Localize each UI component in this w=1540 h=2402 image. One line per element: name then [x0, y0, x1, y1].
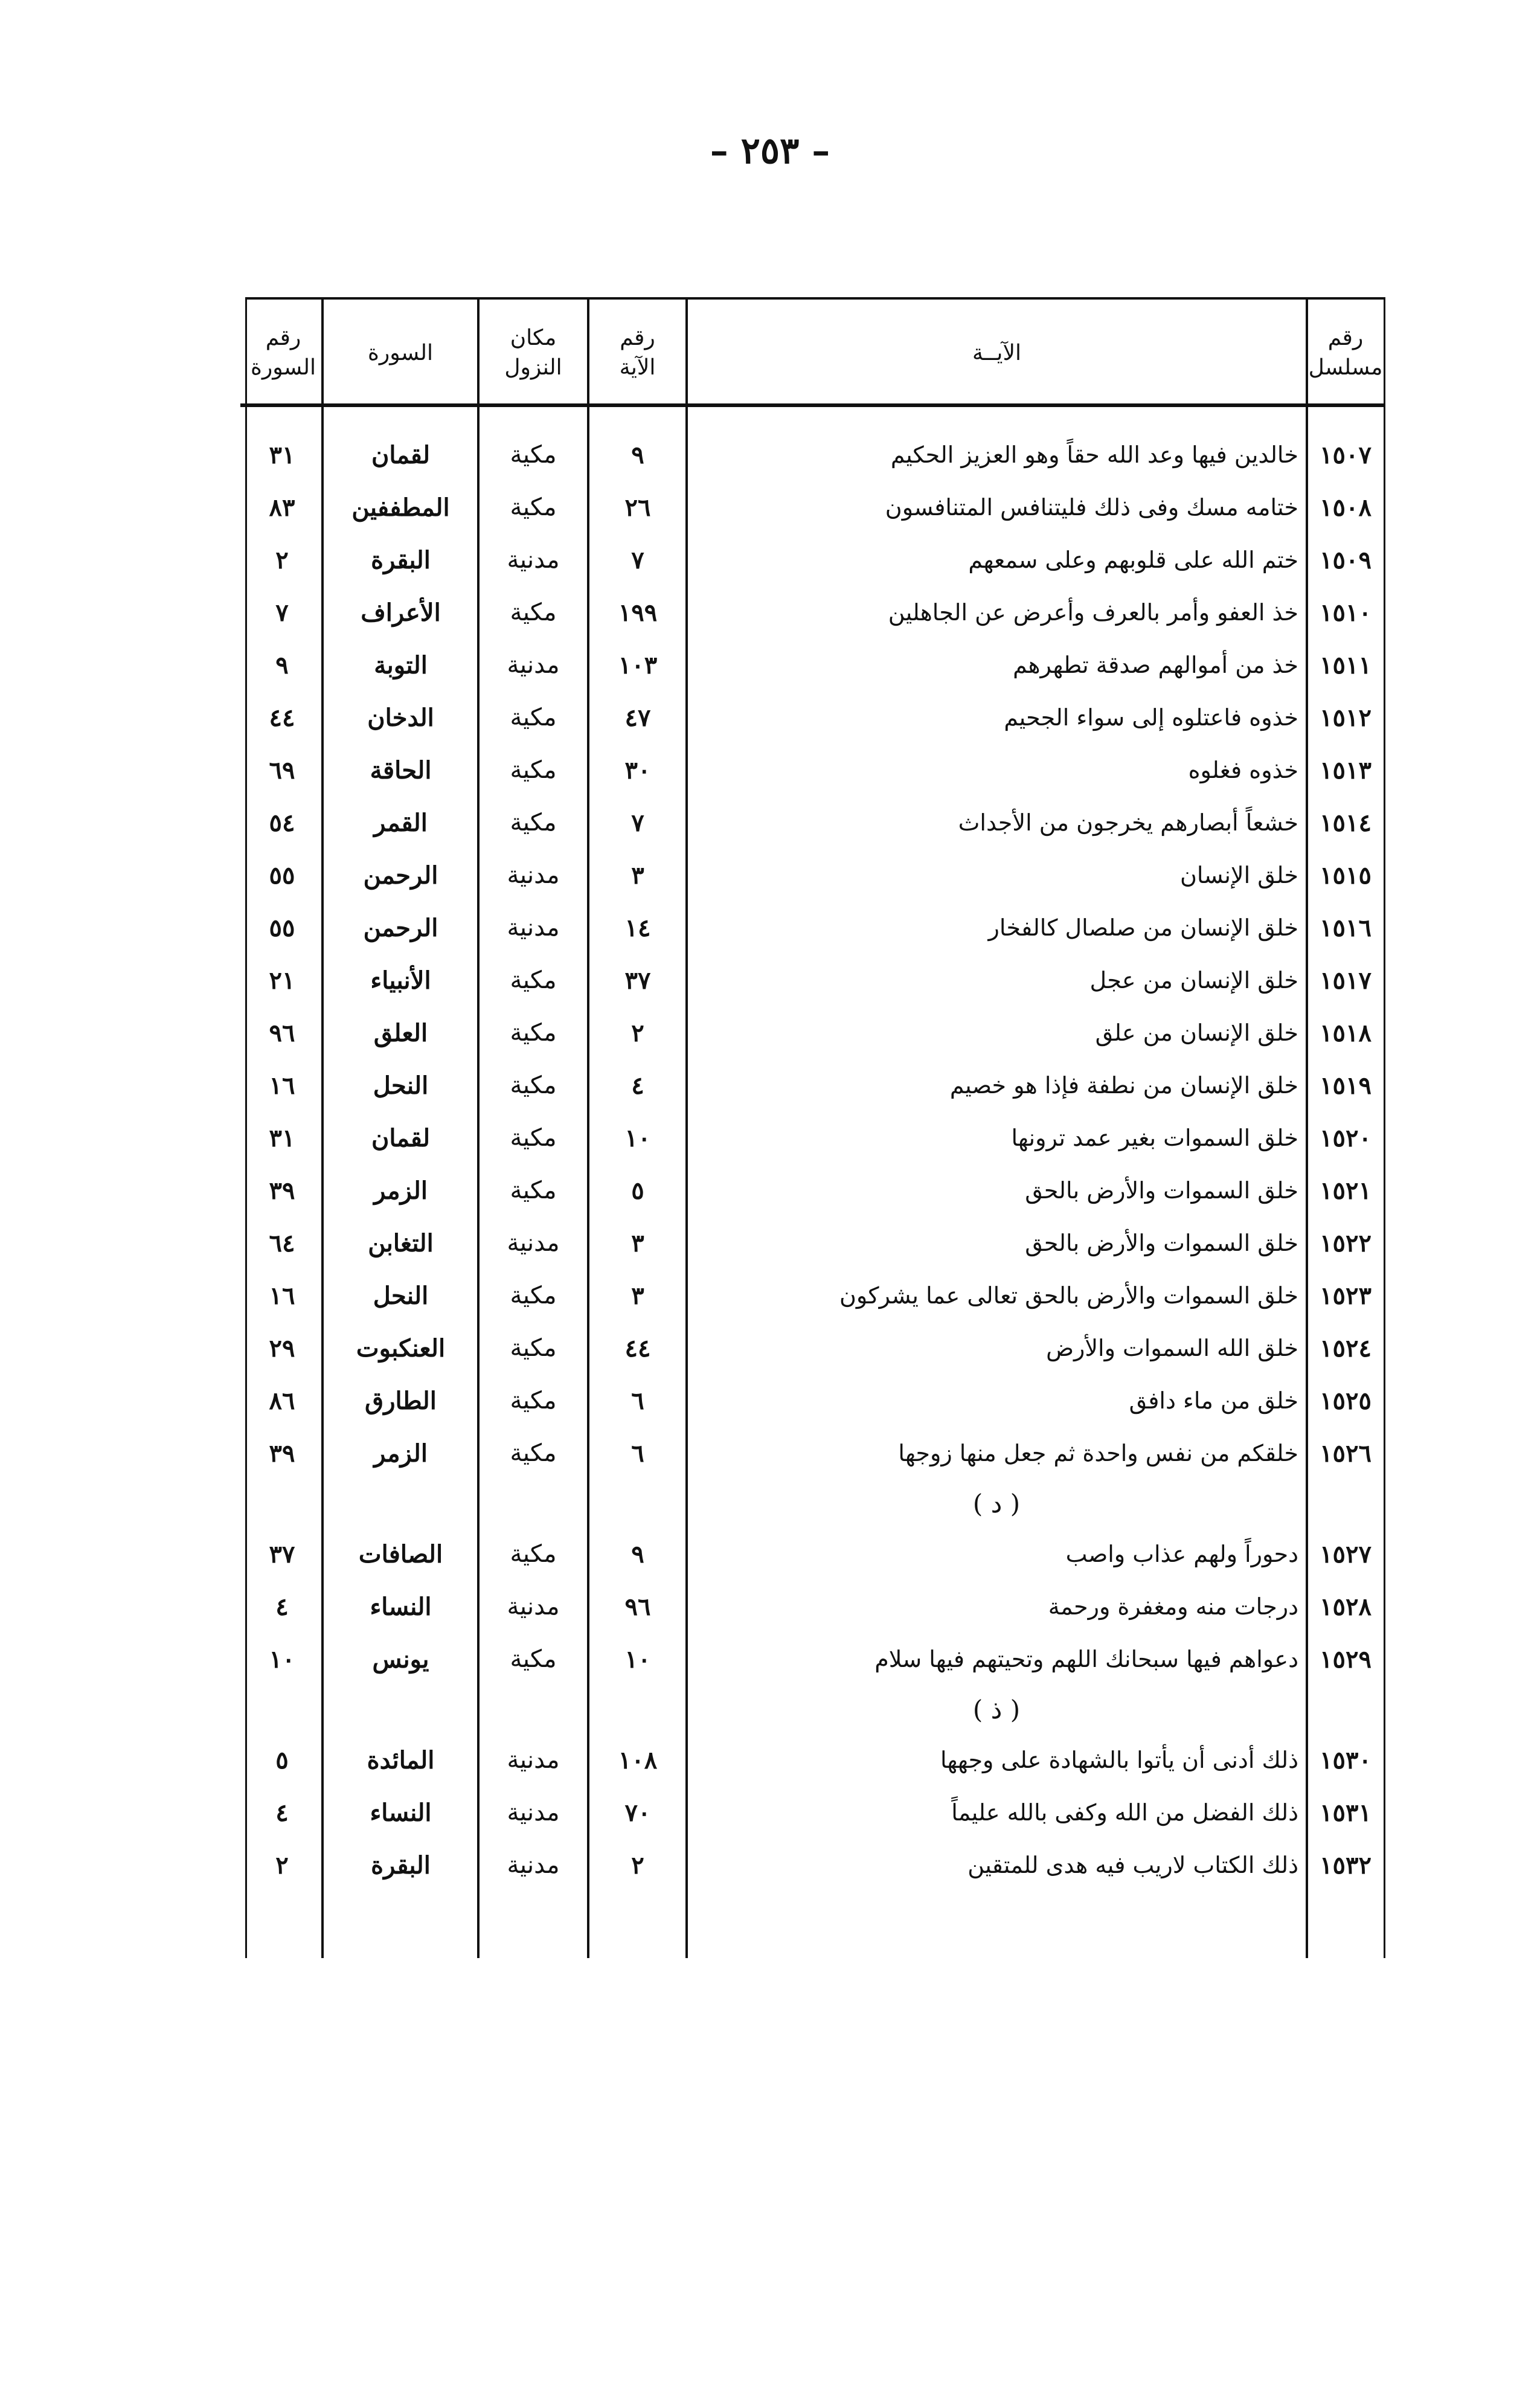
- revelation-place: مكية: [510, 1124, 557, 1152]
- table-row: [240, 1528, 1385, 1581]
- verse-text: ذلك الفضل من الله وكفى بالله عليماً: [951, 1799, 1298, 1826]
- surah-name: البقرة: [371, 546, 431, 574]
- table-row: [240, 849, 1385, 902]
- ayah-number: ٧: [631, 546, 644, 574]
- section-heading-dhal: [240, 1686, 1385, 1734]
- ayah-number: ٢: [631, 1019, 644, 1047]
- verse-text: خذ العفو وأمر بالعرف وأعرض عن الجاهلين: [888, 599, 1298, 626]
- table-row: [240, 639, 1385, 692]
- ayah-number: ٤: [631, 1071, 644, 1100]
- ayah-number: ٧٠: [624, 1799, 651, 1827]
- surah-number: ٣٩: [269, 1439, 295, 1468]
- section-label-dal: ( د ): [972, 1489, 1021, 1518]
- surah-name: الصافات: [358, 1540, 443, 1569]
- section-label-dhal: ( ذ ): [972, 1695, 1021, 1724]
- table-header-rule: [240, 403, 1385, 407]
- surah-name: التغابن: [368, 1229, 434, 1257]
- ayah-number: ١٤: [624, 914, 651, 942]
- surah-name: الأنبياء: [370, 966, 431, 995]
- serial-number: ١٥٢٦: [1320, 1439, 1372, 1468]
- header-surahno-line1: رقم: [265, 326, 301, 351]
- serial-number: ١٥١٩: [1320, 1071, 1372, 1100]
- ayah-number: ٩٦: [624, 1593, 651, 1621]
- surah-number: ٣١: [269, 1124, 295, 1152]
- surah-number: ٢١: [269, 966, 295, 995]
- ayah-number: ٧: [631, 809, 644, 837]
- serial-number: ١٥٢٩: [1320, 1645, 1372, 1674]
- serial-number: ١٥٢٣: [1320, 1282, 1372, 1310]
- verse-text: خذوه فاعتلوه إلى سواء الجحيم: [1004, 704, 1298, 731]
- verse-text: خلق السموات والأرض بالحق: [1025, 1230, 1298, 1256]
- revelation-place: مدنية: [507, 861, 560, 889]
- surah-name: النحل: [373, 1071, 429, 1100]
- table-row: [240, 586, 1385, 639]
- surah-number: ٤: [275, 1593, 289, 1621]
- header-ayah-number: [589, 308, 685, 399]
- ayah-number: ٩: [631, 1540, 644, 1569]
- ayah-number: ٤٤: [624, 1334, 651, 1363]
- header-ayah-line2: الآية: [619, 355, 656, 380]
- table-row: [240, 1375, 1385, 1427]
- verse-text: خلق الله السموات والأرض: [1046, 1335, 1298, 1361]
- serial-number: ١٥١٧: [1320, 966, 1372, 995]
- surah-number: ٥: [275, 1746, 289, 1774]
- row-group-kha: [240, 429, 1385, 1480]
- row-group-dal: [240, 1528, 1385, 1686]
- serial-number: ١٥٢١: [1320, 1177, 1372, 1205]
- surah-name: الرحمن: [363, 914, 438, 942]
- serial-number: ١٥٢٤: [1320, 1334, 1372, 1363]
- serial-number: ١٥٢٨: [1320, 1593, 1372, 1621]
- revelation-place: مدنية: [507, 914, 560, 942]
- revelation-place: مكية: [510, 1645, 557, 1673]
- verse-text: ذلك أدنى أن يأتوا بالشهادة على وجهها: [940, 1747, 1298, 1773]
- surah-name: لقمان: [371, 1124, 431, 1152]
- surah-number: ١٦: [269, 1282, 295, 1310]
- table-row: [240, 534, 1385, 586]
- verse-text: ذلك الكتاب لاريب فيه هدى للمتقين: [967, 1852, 1298, 1878]
- verse-text: درجات منه ومغفرة ورحمة: [1048, 1593, 1298, 1620]
- serial-number: ١٥٣٠: [1320, 1746, 1372, 1774]
- verse-text: خلق الإنسان من صلصال كالفخار: [988, 914, 1298, 941]
- header-surah-number: [245, 308, 321, 399]
- surah-name: الطارق: [365, 1387, 437, 1415]
- table-row: [240, 1007, 1385, 1059]
- verse-text: خلق السموات بغير عمد ترونها: [1011, 1125, 1298, 1151]
- surah-number: ٥٥: [269, 914, 295, 942]
- table-row: [240, 429, 1385, 481]
- header-ayah-line1: رقم: [620, 326, 655, 351]
- revelation-place: مكية: [510, 1334, 557, 1362]
- revelation-place: مكية: [510, 599, 557, 626]
- ayah-number: ٣: [631, 1229, 644, 1257]
- ayah-number: ١٠: [624, 1124, 651, 1152]
- ayah-number: ٤٧: [624, 704, 651, 732]
- revelation-place: مكية: [510, 1282, 557, 1309]
- table-row: [240, 1059, 1385, 1112]
- surah-number: ٩٦: [269, 1019, 295, 1047]
- ayah-number: ١٩٩: [618, 599, 658, 627]
- verse-text: خلق السموات والأرض بالحق: [1025, 1177, 1298, 1204]
- verse-text: خلق الإنسان من نطفة فإذا هو خصيم: [949, 1072, 1298, 1099]
- table-row: [240, 1217, 1385, 1270]
- row-group-dhal: [240, 1734, 1385, 1892]
- table-row: [240, 1633, 1385, 1686]
- table-row: [240, 1787, 1385, 1839]
- surah-number: ٤: [275, 1799, 289, 1827]
- serial-number: ١٥٣١: [1320, 1799, 1372, 1827]
- surah-number: ٤٤: [269, 704, 295, 732]
- verse-text: خذ من أموالهم صدقة تطهرهم: [1013, 652, 1298, 678]
- table-row: [240, 902, 1385, 954]
- surah-name: النحل: [373, 1282, 429, 1310]
- table-row: [240, 1734, 1385, 1787]
- verse-text: خذوه فغلوه: [1188, 757, 1298, 783]
- ayah-number: ٢٦: [624, 493, 651, 522]
- serial-number: ١٥١٤: [1320, 809, 1372, 837]
- surah-name: النساء: [370, 1799, 432, 1827]
- revelation-place: مكية: [510, 1071, 557, 1099]
- surah-number: ٣١: [269, 441, 295, 469]
- serial-number: ١٥١٢: [1320, 704, 1372, 732]
- revelation-place: مدنية: [507, 1746, 560, 1774]
- header-surah-line1: السورة: [368, 340, 433, 365]
- ayah-number: ٩: [631, 441, 644, 469]
- verse-text: دعواهم فيها سبحانك اللهم وتحيتهم فيها سلام: [874, 1646, 1298, 1672]
- surah-number: ٦٩: [269, 756, 295, 785]
- ayah-number: ٥: [631, 1177, 644, 1205]
- revelation-place: مكية: [510, 1540, 557, 1568]
- surah-number: ٨٣: [269, 493, 295, 522]
- surah-name: المطففين: [351, 493, 450, 522]
- header-surah: [324, 308, 477, 399]
- ayah-number: ٦: [631, 1439, 644, 1468]
- surah-name: التوبة: [374, 651, 428, 679]
- table-row: [240, 1839, 1385, 1892]
- revelation-place: مدنية: [507, 1851, 560, 1879]
- table-row: [240, 1322, 1385, 1375]
- table-body: [240, 429, 1385, 1892]
- surah-name: المائدة: [367, 1746, 435, 1774]
- surah-number: ١٦: [269, 1071, 295, 1100]
- revelation-place: مكية: [510, 1387, 557, 1415]
- surah-number: ٧: [275, 599, 289, 627]
- surah-name: العنكبوت: [356, 1334, 446, 1363]
- serial-number: ١٥٠٩: [1320, 546, 1372, 574]
- surah-name: الدخان: [367, 704, 434, 732]
- ayah-number: ٣: [631, 1282, 644, 1310]
- header-place-line1: مكان: [510, 326, 557, 351]
- revelation-place: مدنية: [507, 1593, 560, 1620]
- surah-number: ٦٤: [269, 1229, 295, 1257]
- surah-name: النساء: [370, 1593, 432, 1621]
- serial-number: ١٥١٠: [1320, 599, 1372, 627]
- surah-name: الرحمن: [363, 861, 438, 890]
- serial-number: ١٥٢٧: [1320, 1540, 1372, 1569]
- header-serial: [1308, 308, 1383, 399]
- ayah-number: ٣٧: [624, 966, 651, 995]
- serial-number: ١٥٣٢: [1320, 1851, 1372, 1880]
- ayah-number: ١٠: [624, 1645, 651, 1674]
- revelation-place: مكية: [510, 704, 557, 731]
- table-row: [240, 1581, 1385, 1633]
- surah-number: ٢: [275, 1851, 289, 1880]
- serial-number: ١٥٠٧: [1320, 441, 1372, 469]
- ayah-number: ١٠٣: [618, 651, 658, 679]
- verse-index-table: [240, 297, 1385, 1958]
- section-heading-dal: [240, 1480, 1385, 1528]
- revelation-place: مدنية: [507, 1229, 560, 1257]
- table-row: [240, 1112, 1385, 1164]
- ayah-number: ٢: [631, 1851, 644, 1880]
- surah-name: يونس: [372, 1645, 429, 1674]
- revelation-place: مكية: [510, 1439, 557, 1467]
- table-row: [240, 744, 1385, 797]
- ayah-number: ٣٠: [624, 756, 651, 785]
- surah-number: ٥٤: [269, 809, 295, 837]
- header-serial-line1: رقم: [1327, 326, 1364, 351]
- surah-name: الزمر: [374, 1439, 428, 1468]
- verse-text: خلق الإنسان من عجل: [1089, 967, 1298, 994]
- revelation-place: مدنية: [507, 651, 560, 679]
- ayah-number: ٦: [631, 1387, 644, 1415]
- table-row: [240, 692, 1385, 744]
- header-place-line2: النزول: [504, 355, 562, 380]
- serial-number: ١٥١١: [1320, 651, 1372, 679]
- verse-text: خلقكم من نفس واحدة ثم جعل منها زوجها: [898, 1440, 1298, 1466]
- table-row: [240, 1164, 1385, 1217]
- serial-number: ١٥١٥: [1320, 861, 1372, 890]
- verse-text: دحوراً ولهم عذاب واصب: [1065, 1541, 1298, 1567]
- surah-name: الحاقة: [370, 756, 432, 785]
- verse-text: خشعاً أبصارهم يخرجون من الأجداث: [958, 809, 1298, 836]
- surah-number: ٩: [275, 651, 289, 679]
- revelation-place: مكية: [510, 493, 557, 521]
- table-row: [240, 1427, 1385, 1480]
- surah-name: البقرة: [371, 1851, 431, 1880]
- serial-number: ١٥٢٠: [1320, 1124, 1372, 1152]
- surah-number: ٢٩: [269, 1334, 295, 1363]
- revelation-place: مكية: [510, 966, 557, 994]
- page-number: – ٢٥٣ –: [710, 130, 830, 172]
- revelation-place: مدنية: [507, 546, 560, 574]
- revelation-place: مكية: [510, 809, 557, 837]
- surah-name: لقمان: [371, 441, 431, 469]
- revelation-place: مكية: [510, 1019, 557, 1047]
- serial-number: ١٥١٣: [1320, 756, 1372, 785]
- header-serial-line2: مسلسل: [1308, 355, 1383, 380]
- surah-number: ٣٧: [269, 1540, 295, 1569]
- serial-number: ١٥١٨: [1320, 1019, 1372, 1047]
- header-revelation-place: [480, 308, 587, 399]
- serial-number: ١٥١٦: [1320, 914, 1372, 942]
- header-surahno-line2: السورة: [251, 355, 316, 380]
- surah-number: ٥٥: [269, 861, 295, 890]
- surah-number: ٣٩: [269, 1177, 295, 1205]
- revelation-place: مدنية: [507, 1799, 560, 1826]
- header-verse-line1: الآيــة: [972, 340, 1021, 365]
- table-row: [240, 797, 1385, 849]
- revelation-place: مكية: [510, 756, 557, 784]
- verse-text: خلق الإنسان: [1179, 862, 1298, 888]
- verse-text: خلق الإنسان من علق: [1095, 1020, 1298, 1046]
- ayah-number: ١٠٨: [618, 1746, 658, 1774]
- surah-name: العلق: [373, 1019, 428, 1047]
- serial-number: ١٥٠٨: [1320, 493, 1372, 522]
- verse-text: خلق من ماء دافق: [1129, 1387, 1298, 1414]
- serial-number: ١٥٢٥: [1320, 1387, 1372, 1415]
- surah-name: الزمر: [374, 1177, 428, 1205]
- verse-text: ختم الله على قلوبهم وعلى سمعهم: [968, 547, 1298, 573]
- verse-text: ختامه مسك وفى ذلك فليتنافس المتنافسون: [885, 494, 1298, 521]
- surah-number: ٢: [275, 546, 289, 574]
- verse-text: خالدين فيها وعد الله حقاً وهو العزيز الحكيم: [890, 442, 1298, 468]
- table-row: [240, 1270, 1385, 1322]
- ayah-number: ٣: [631, 861, 644, 890]
- surah-number: ١٠: [269, 1645, 295, 1674]
- surah-name: الأعراف: [361, 599, 441, 627]
- table-top-rule: [245, 297, 1385, 300]
- table-row: [240, 954, 1385, 1007]
- revelation-place: مكية: [510, 1177, 557, 1204]
- header-verse: [688, 308, 1306, 399]
- serial-number: ١٥٢٢: [1320, 1229, 1372, 1257]
- table-row: [240, 481, 1385, 534]
- surah-number: ٨٦: [269, 1387, 295, 1415]
- surah-name: القمر: [374, 809, 428, 837]
- revelation-place: مكية: [510, 441, 557, 469]
- verse-text: خلق السموات والأرض بالحق تعالى عما يشركون: [839, 1282, 1298, 1309]
